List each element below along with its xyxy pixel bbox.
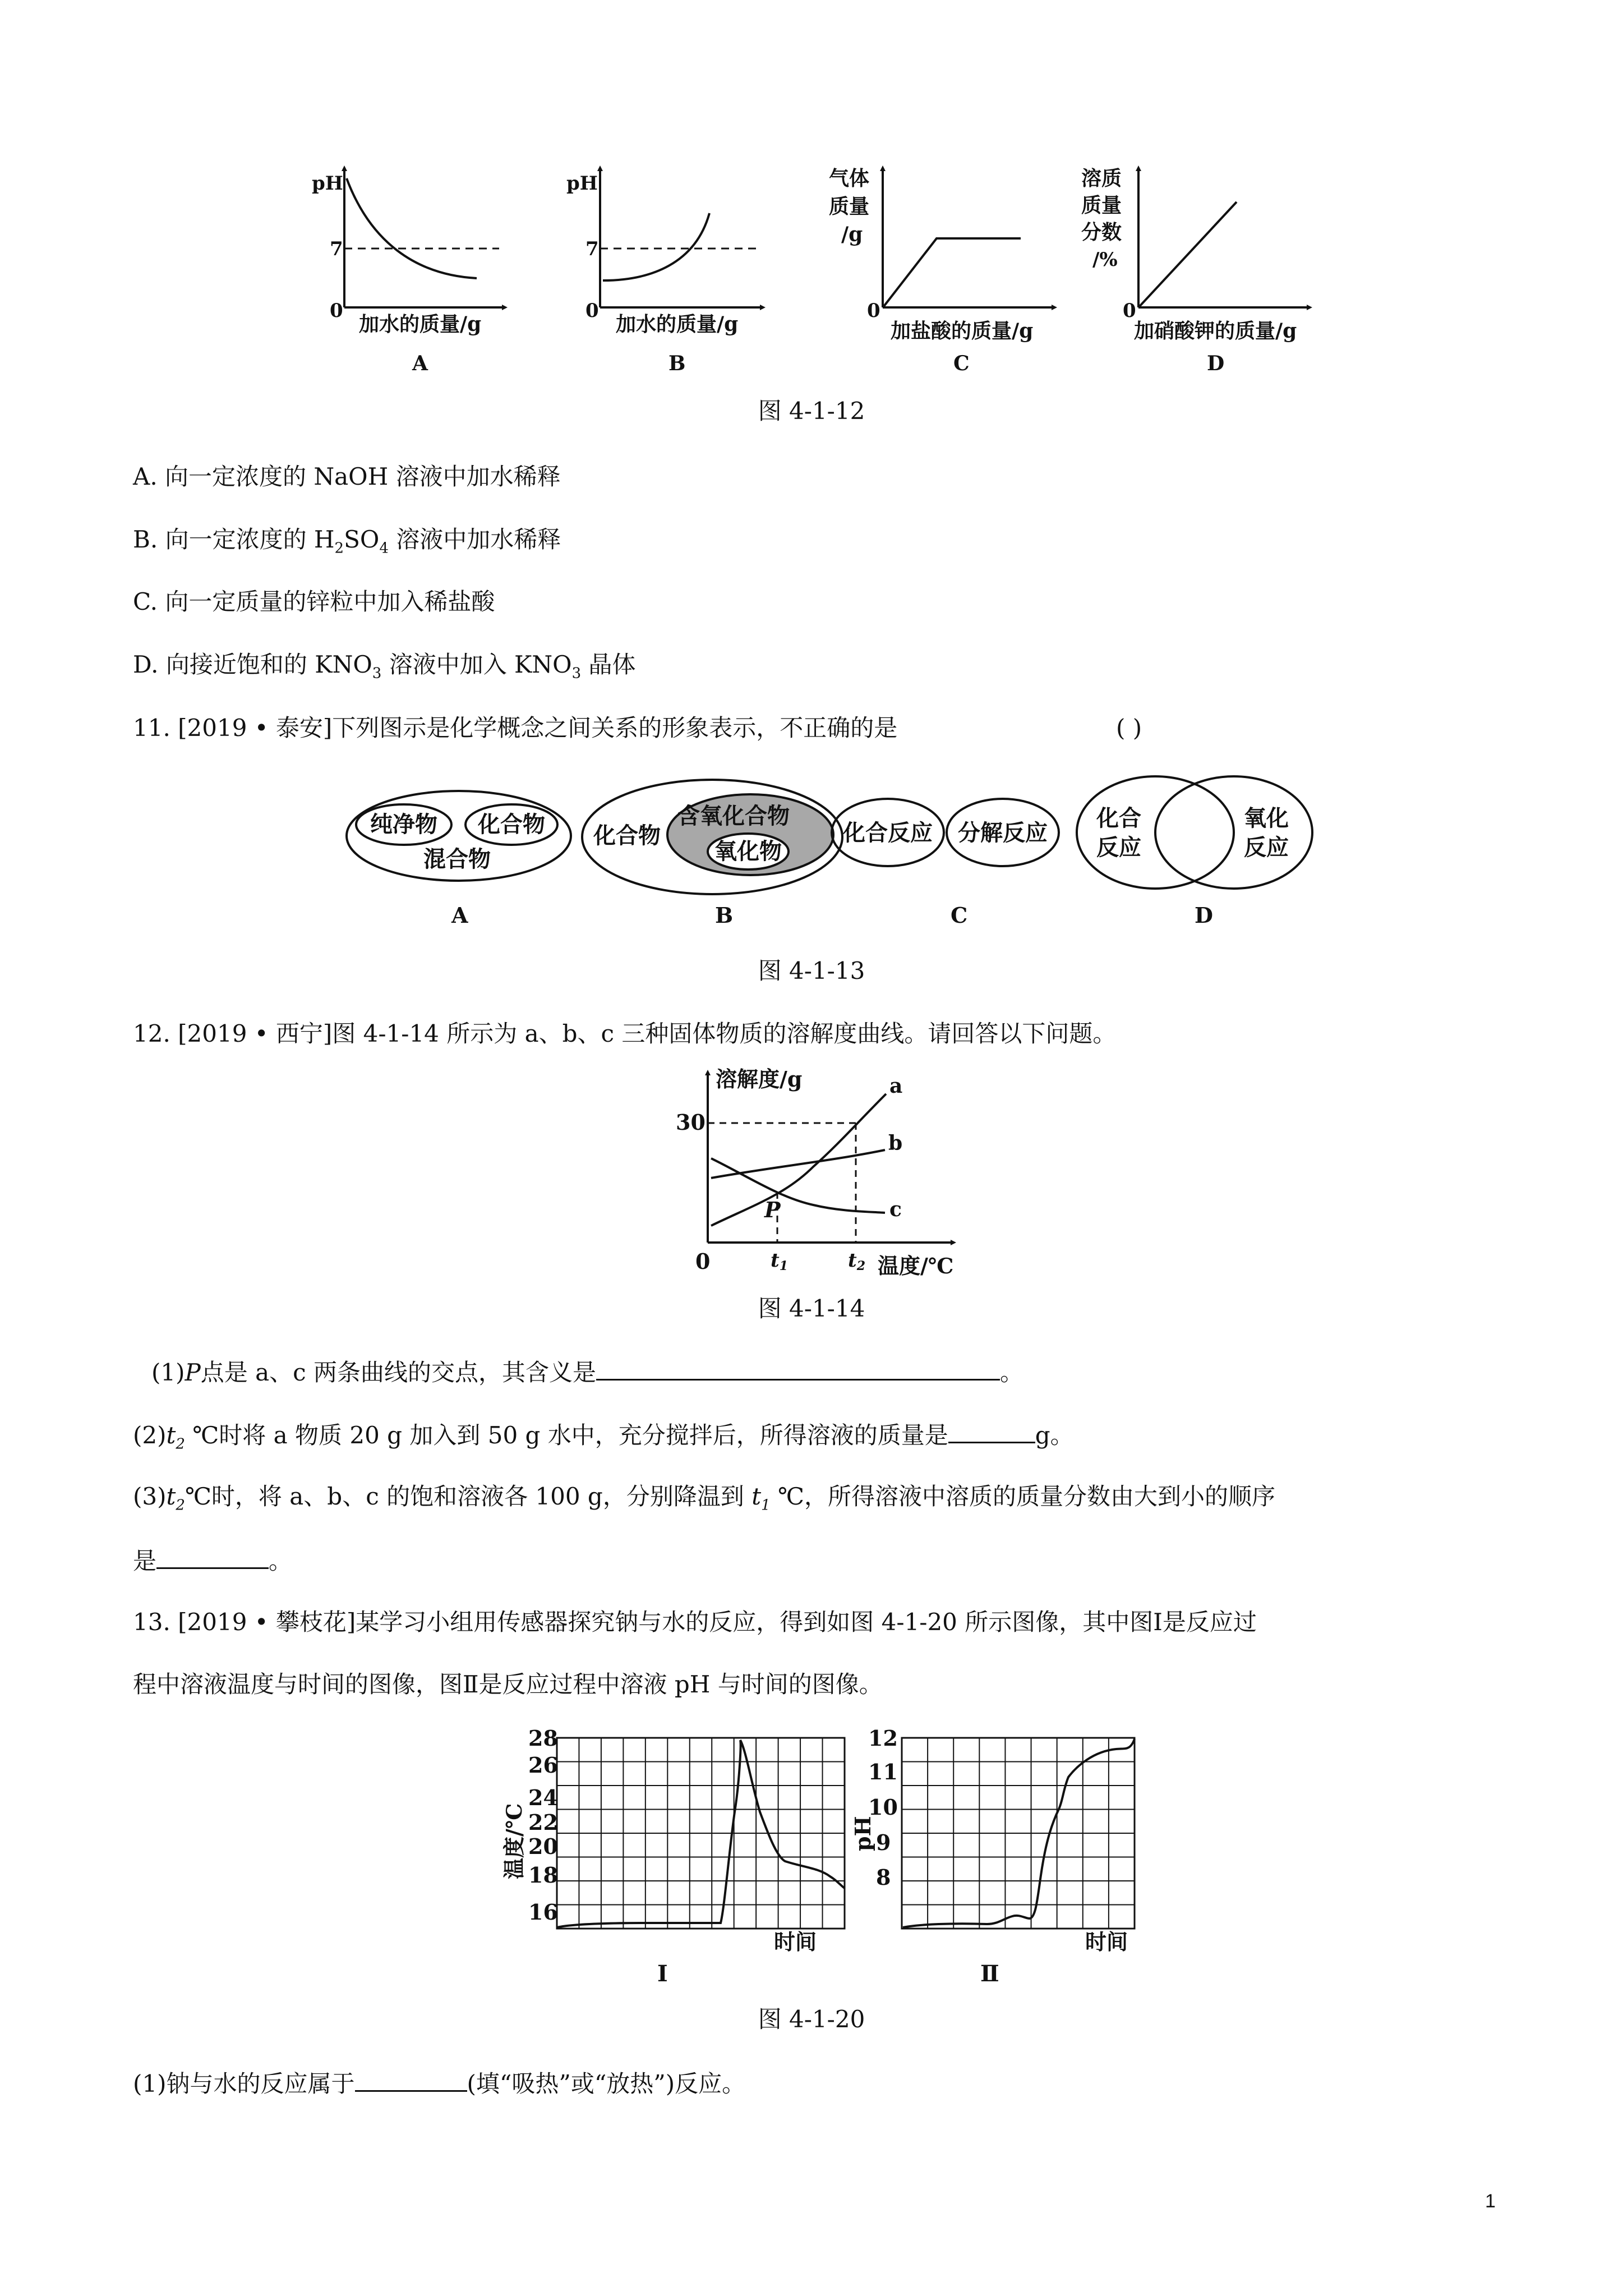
chart-ii-xlabel: 时间 [1085, 1929, 1128, 1954]
question-12-sub1: (1)P点是 a、c 两条曲线的交点，其含义是 。 [151, 1354, 1023, 1389]
graph-c-ylabel-2: 质量 [829, 195, 870, 218]
graph-a-seven: 7 [330, 238, 343, 260]
figure-4-1-14 [0, 1055, 1623, 1279]
graph-a-origin: 0 [330, 300, 343, 322]
venn-d-left1: 化合 [1096, 805, 1141, 831]
venn-d-right1: 氧化 [1244, 805, 1289, 831]
graph-a-xlabel: 加水的质量/g [359, 312, 482, 336]
graph-b-origin: 0 [585, 300, 599, 322]
chart-ii-ytick-9: 9 [876, 1830, 891, 1855]
question-12: 12. [2019 • 西宁]图 4-1-14 所示为 a、b、c 三种固体物质的溶解度曲线。请回答以下问题。 [133, 1020, 1117, 1047]
question-12-sub3-line2: 是 。 [133, 1543, 292, 1578]
venn-c-letter: C [951, 903, 968, 928]
graph-c-xlabel: 加盐酸的质量/g [891, 319, 1034, 343]
option-c: C. 向一定质量的锌粒中加入稀盐酸 [133, 588, 495, 615]
graph-d-xlabel: 加硝酸钾的质量/g [1134, 319, 1297, 343]
option-a: A. 向一定浓度的 NaOH 溶液中加水稀释 [133, 463, 561, 490]
chart-i-ytick-24: 24 [528, 1785, 558, 1810]
graph-c [883, 168, 1054, 307]
answer-blank-12-3[interactable] [156, 1543, 269, 1569]
graph-c-letter: C [953, 352, 970, 375]
graph-b-letter: B [668, 352, 686, 375]
chart-i-ytick-28: 28 [528, 1726, 558, 1751]
graph-a-ylabel: pH [312, 172, 343, 195]
venn-d-letter: D [1195, 903, 1213, 928]
question-11: 11. [2019 • 泰安]下列图示是化学概念之间关系的形象表示，不正确的是 [133, 714, 898, 742]
caption-4-1-12: 图 4-1-12 [758, 397, 865, 425]
caption-4-1-14: 图 4-1-14 [758, 1295, 865, 1322]
series-label-a: a [889, 1074, 903, 1098]
solubility-origin: 0 [695, 1249, 711, 1274]
chart-i-ytick-18: 18 [528, 1862, 558, 1888]
curve-c [711, 1158, 885, 1213]
graph-d-ylabel-4: /% [1092, 249, 1118, 271]
graph-c-origin: 0 [867, 300, 880, 322]
chart-i-ylabel: 温度/℃ [501, 1803, 527, 1879]
chart-i-xlabel: 时间 [774, 1929, 817, 1954]
venn-a-inner2: 化合物 [478, 811, 545, 838]
graph-b-ylabel: pH [566, 172, 598, 195]
curve-b [711, 1150, 885, 1178]
graph-d-ylabel-3: 分数 [1081, 220, 1122, 244]
answer-blank-12-2[interactable] [948, 1417, 1035, 1443]
venn-b-outer: 化合物 [593, 822, 661, 849]
graph-d-origin: 0 [1123, 300, 1136, 322]
question-13-sub1: (1)钠与水的反应属于 (填“吸热”或“放热”)反应。 [133, 2065, 745, 2101]
chart-i-ytick-16: 16 [528, 1899, 558, 1925]
question-12-sub3: $(3)t_2℃$时，将 a、b、c 的饱和溶液各 100 g，分别降温到 $t_1$ ℃，所得溶液中溶质的质量分数由大到小的顺序 [133, 1483, 1275, 1514]
graph-d-letter: D [1207, 352, 1225, 375]
option-d: D. 向接近饱和的 $KNO_3$ 溶液中加入 $KNO_3$ 晶体 [133, 651, 636, 682]
graph-c-ylabel-3: /g [841, 223, 863, 246]
chart-ii-ylabel: pH [850, 1816, 875, 1851]
series-label-c: c [889, 1198, 902, 1221]
venn-a-inner1: 纯净物 [370, 811, 437, 838]
curve-a [711, 1094, 886, 1226]
question-12-sub2: $(2)t_2$ ℃时将 a 物质 20 g 加入到 50 g 水中，充分搅拌后，所得溶液的质量是 g。 [133, 1417, 1074, 1461]
venn-c-left: 化合反应 [843, 820, 933, 846]
caption-4-1-20: 图 4-1-20 [758, 2005, 865, 2033]
venn-b-mid: 含氧化合物 [677, 803, 790, 829]
option-b: B. 向一定浓度的 $H_2SO_4$ 溶液中加水稀释 [133, 526, 561, 557]
answer-blank-13-1[interactable] [355, 2065, 467, 2092]
question-13-line2: 程中溶液温度与时间的图像，图Ⅱ是反应过程中溶液 pH 与时间的图像。 [133, 1671, 883, 1698]
chart-ii-ytick-8: 8 [876, 1865, 891, 1890]
graph-d-ylabel-1: 溶质 [1081, 167, 1122, 190]
graph-b-seven: 7 [585, 238, 599, 260]
graph-a [344, 168, 505, 307]
graph-b [600, 168, 763, 307]
question-11-answer-paren: ( ) [1116, 714, 1142, 742]
caption-4-1-13: 图 4-1-13 [758, 957, 865, 984]
graph-a-letter: A [412, 352, 428, 375]
venn-d-right2: 反应 [1244, 834, 1289, 861]
series-label-b: b [888, 1131, 903, 1155]
solubility-ylabel: 溶解度/g [716, 1066, 803, 1092]
chart-i-label: Ⅰ [657, 1961, 668, 1987]
page-number: 1 [1485, 2191, 1496, 2212]
chart-i-ytick-20: 20 [528, 1834, 558, 1859]
chart-i-ytick-22: 22 [528, 1810, 558, 1835]
figure-4-1-13 [0, 774, 1623, 937]
graph-d [1138, 168, 1310, 307]
solubility-point-p: P [764, 1197, 781, 1222]
chart-i-ytick-26: 26 [528, 1752, 558, 1778]
venn-c-right: 分解反应 [958, 820, 1048, 846]
chart-ii-ytick-10: 10 [868, 1795, 898, 1820]
chart-ii [850, 1726, 1135, 1987]
graph-b-xlabel: 加水的质量/g [616, 312, 739, 336]
figure-4-1-20 [0, 1711, 1623, 1997]
solubility-xlabel: 温度/℃ [878, 1253, 954, 1278]
venn-a-outer: 混合物 [423, 846, 491, 872]
venn-a-letter: A [451, 903, 468, 928]
solubility-t2: t2 [848, 1249, 866, 1273]
question-13-line1: 13. [2019 • 攀枝花]某学习小组用传感器探究钠与水的反应，得到如图 4-1-20 所示图像，其中图Ⅰ是反应过 [133, 1608, 1257, 1636]
graph-d-ylabel-2: 质量 [1081, 194, 1122, 217]
chart-ii-ytick-12: 12 [868, 1726, 898, 1751]
solubility-y30: 30 [676, 1110, 706, 1135]
answer-blank-12-1[interactable] [596, 1354, 1000, 1381]
venn-d-left2: 反应 [1096, 834, 1141, 861]
chart-ii-ytick-11: 11 [868, 1759, 898, 1784]
venn-b-inner: 氧化物 [714, 838, 782, 864]
chart-i [501, 1726, 845, 1987]
figure-4-1-12 [0, 0, 1623, 404]
graph-c-ylabel-1: 气体 [829, 167, 870, 190]
solubility-t1: t1 [771, 1249, 789, 1273]
venn-b-letter: B [715, 903, 734, 928]
chart-ii-label: Ⅱ [980, 1961, 999, 1987]
